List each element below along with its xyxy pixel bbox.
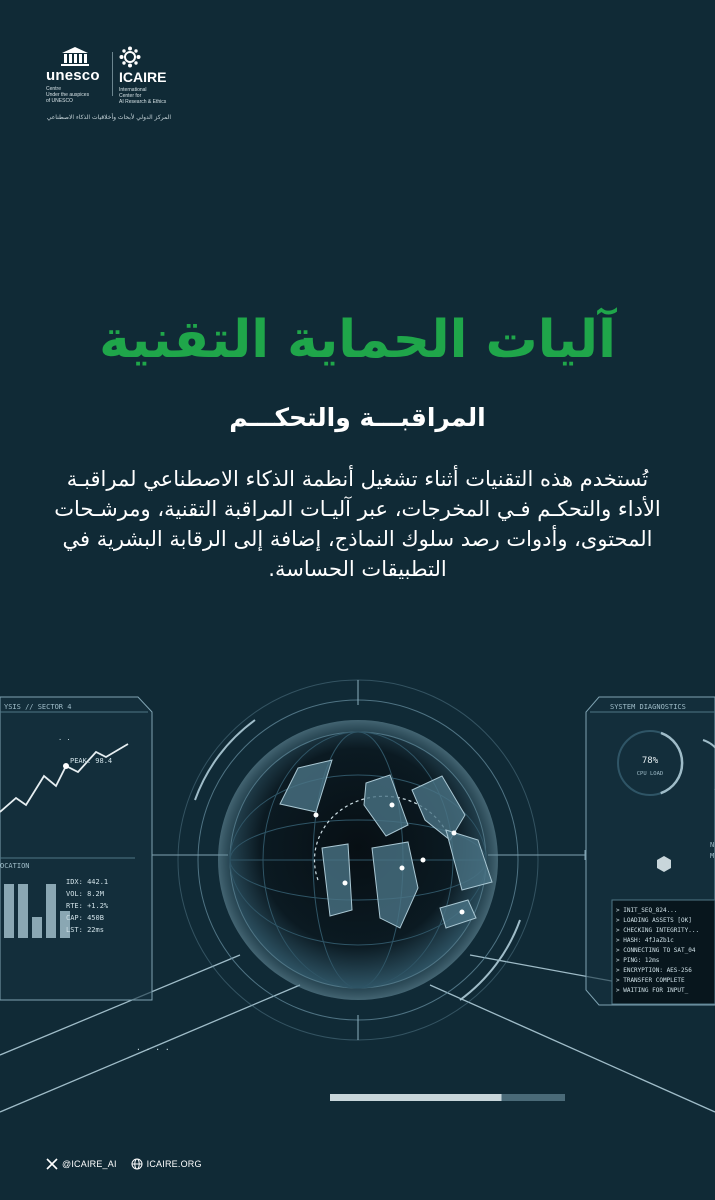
icaire-sub-line: International — [119, 87, 147, 93]
icaire-sub-line: Center for — [119, 93, 142, 99]
gauge-label: CPU LOAD — [636, 771, 664, 777]
peak-marker — [63, 763, 69, 769]
terminal-line: > INIT_SEQ_824... — [616, 907, 678, 914]
bar — [46, 884, 56, 938]
terminal-line: > TRANSFER COMPLETE — [616, 977, 685, 984]
bottom-dots: . . . . — [136, 1043, 170, 1052]
website-text: ICAIRE.ORG — [146, 1159, 202, 1169]
body-paragraph: تُستخدم هذه التقنيات أثناء تشغيل أنظمة الذكاء الاصطناعي لمراقبـة الأداء والتحكـم فـي المخرجات، عبر آليـات المراقبة التقنية، ومرشـحات المحتوى، وأدوات رصد سلوك النماذج، إضافة إلى الرقابة البشرية في التطبيقات الحساسة. — [54, 467, 661, 581]
left-panel-title: YSIS // SECTOR 4 — [4, 703, 72, 711]
peak-label: PEAK: 98.4 — [70, 757, 113, 765]
unesco-sub-line: of UNESCO — [46, 98, 73, 104]
footer — [46, 1156, 202, 1172]
terminal-line: > CHECKING INTEGRITY... — [616, 927, 700, 934]
logo-group — [46, 46, 236, 136]
page-subtitle: المراقبـــة والتحكـــم — [229, 403, 486, 432]
side-letter: M — [710, 852, 715, 860]
stat-line: LST: 22ms — [66, 926, 104, 934]
stat-line: VOL: 8.2M — [66, 890, 104, 898]
globe-icon — [131, 1158, 143, 1170]
icaire-subtitle — [119, 87, 209, 105]
icaire-logo — [119, 46, 209, 105]
hud-illustration — [0, 660, 715, 1120]
logo-divider — [112, 52, 113, 96]
terminal-line: > LOADING ASSETS [OK] — [616, 917, 692, 924]
x-logo-icon — [46, 1158, 58, 1170]
terminal-line: > ENCRYPTION: AES-256 — [616, 967, 692, 974]
icaire-wordmark: ICAIRE — [119, 69, 167, 85]
location-label: OCATION — [0, 862, 30, 870]
terminal-line: > CONNECTING TO SAT_04 — [616, 947, 696, 954]
terminal-line: > HASH: 4fJaZb1c — [616, 937, 674, 944]
bar — [4, 884, 14, 938]
icaire-arabic-name: المركز الدولي لأبحاث وأخلاقيات الذكاء الاصطناعي — [46, 114, 171, 121]
right-diagnostics-panel — [586, 697, 715, 1005]
left-analysis-panel — [0, 697, 152, 1000]
bar — [18, 884, 28, 938]
stat-line: RTE: +1.2% — [66, 902, 109, 910]
gauge-value: 78% — [641, 756, 659, 766]
terminal-line: > PING: 12ms — [616, 957, 660, 964]
unesco-temple-icon — [60, 46, 90, 66]
icaire-mark-icon — [119, 46, 141, 68]
side-letter: N — [710, 841, 715, 849]
terminal-line: > WAITING FOR INPUT_ — [616, 987, 689, 994]
unesco-sub-line: Under the auspices — [46, 92, 90, 98]
page-title: آليات الحماية التقنية — [99, 310, 616, 370]
unesco-subtitle — [46, 86, 116, 104]
peak-dots: . . — [58, 734, 71, 742]
icaire-sub-line: AI Research & Ethics — [119, 99, 167, 105]
stat-line: IDX: 442.1 — [66, 878, 109, 886]
right-panel-title: SYSTEM DIAGNOSTICS — [610, 703, 686, 711]
progress-fill — [330, 1094, 502, 1101]
x-handle-text: @ICAIRE_AI — [62, 1159, 117, 1169]
unesco-sub-line: Centre — [46, 86, 62, 92]
unesco-wordmark: unesco — [46, 67, 100, 84]
bar — [32, 917, 42, 938]
x-handle-link[interactable] — [46, 1158, 117, 1170]
website-link[interactable] — [131, 1158, 202, 1170]
unesco-logo — [46, 46, 116, 104]
stat-line: CAP: 450B — [66, 914, 104, 922]
